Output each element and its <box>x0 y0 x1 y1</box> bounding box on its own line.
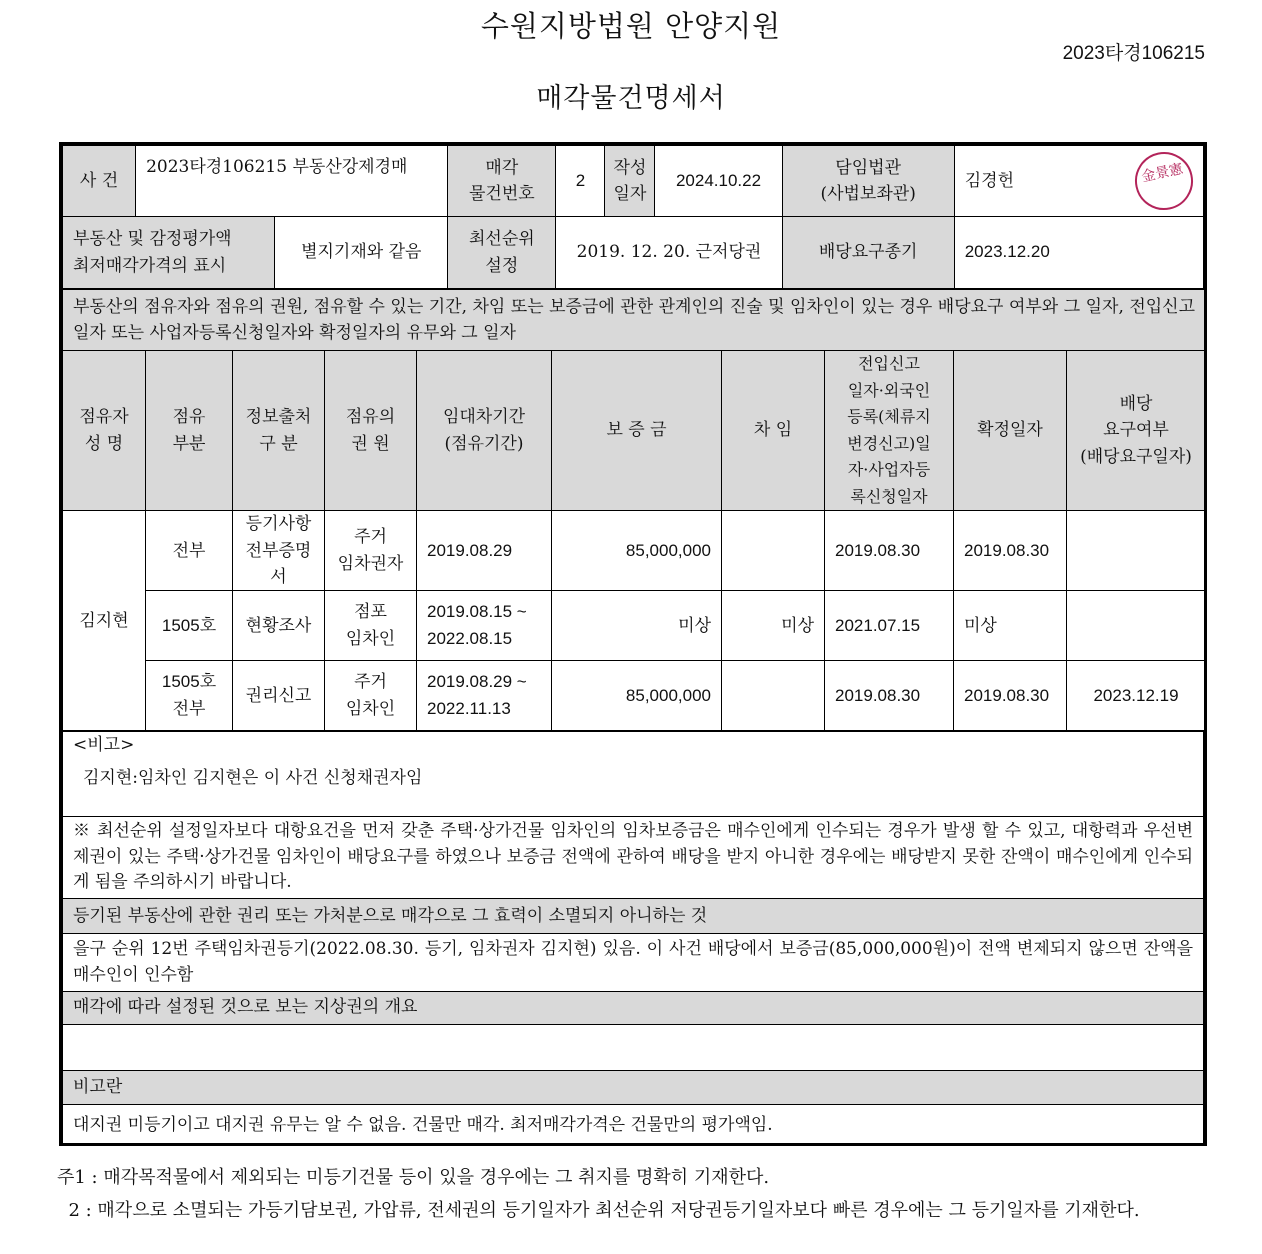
item-number-label <box>448 146 556 217</box>
table-row <box>63 591 1206 661</box>
header-line: 전입신고 <box>858 354 920 373</box>
rights-section-text: 을구 순위 12번 주택임차권등기(2022.08.30. 등기, 임차권자 김지현) 있음. 이 사건 배당에서 보증금(85,000,000원)이 전액 변제되지 않으면 잔액을 매수인이 인수함 <box>63 933 1204 991</box>
row-period <box>417 591 552 661</box>
row-fixed-date: 2019.08.30 <box>954 661 1067 731</box>
superficies-section-title: 매각에 따라 설정된 것으로 보는 지상권의 개요 <box>63 991 1204 1024</box>
item-number-label-line: 매각 <box>485 157 519 178</box>
cell-line: 1505호 <box>161 672 217 692</box>
priority-label-line: 설정 <box>485 255 519 276</box>
cell-line: 권리신고 <box>245 685 312 706</box>
row-dividend <box>1067 511 1206 591</box>
cell-line: 점포 <box>354 602 387 623</box>
occupancy-description: 부동산의 점유자와 점유의 권원, 점유할 수 있는 기간, 차임 또는 보증금에 관한 관계인의 진술 및 임차인이 있는 경우 배당요구 여부와 그 일자, 전입신고일자 또는 사업자등록신청일자와 확정일자의 유무와 그 일자 <box>63 290 1206 351</box>
official-seal-icon: 金景憲 <box>1130 147 1199 216</box>
header-line: 정보출처 <box>245 407 312 428</box>
priority-value: 2019. 12. 20. 근저당권 <box>556 217 782 289</box>
row-movein: 2019.08.30 <box>825 661 954 731</box>
row-rent: 미상 <box>722 591 825 661</box>
priority-label-line: 최선순위 <box>469 229 535 250</box>
row-fixed-date: 2019.08.30 <box>954 511 1067 591</box>
header-deposit: 보 증 금 <box>552 351 722 511</box>
deadline-label: 배당요구종기 <box>782 217 954 289</box>
cell-line: 2022.08.15 <box>427 628 513 648</box>
header-line: 부분 <box>172 433 206 454</box>
occupant-name: 김지현 <box>63 511 146 731</box>
header-line: 권 원 <box>351 433 390 454</box>
date-label <box>605 146 655 217</box>
row-part <box>146 661 233 731</box>
header-dividend <box>1067 351 1206 511</box>
note-section-title: 비고란 <box>63 1070 1204 1104</box>
header-right <box>325 351 417 511</box>
header-line: 배당 <box>1119 394 1153 415</box>
cell-line: 전부증명 <box>245 540 312 561</box>
remarks-cell <box>63 732 1204 817</box>
header-line: 성 명 <box>84 433 124 454</box>
remarks-table <box>62 731 1204 1146</box>
header-line: 점유자 <box>79 407 129 428</box>
header-fixed-date: 확정일자 <box>954 351 1067 511</box>
document-title: 매각물건명세서 <box>536 83 726 114</box>
row-fixed-date: 미상 <box>954 591 1067 661</box>
row-part <box>146 511 233 591</box>
header-movein <box>825 351 954 511</box>
judge-label <box>782 146 954 217</box>
written-date: 2024.10.22 <box>655 146 782 217</box>
table-row <box>63 661 1206 731</box>
cell-line: 전부 <box>172 698 206 718</box>
header-period <box>417 351 552 511</box>
property-label-line: 최저매각가격의 표시 <box>73 255 227 276</box>
header-line: 변경신고)일 <box>847 433 931 453</box>
cell-line: 현황조사 <box>245 615 312 636</box>
header-line: 등록(체류지 <box>847 407 931 427</box>
row-movein: 2021.07.15 <box>825 591 954 661</box>
header-line: 임대차기간 <box>442 407 526 428</box>
header-line: 록신청일자 <box>850 486 928 506</box>
header-line: (점유기간) <box>444 433 524 454</box>
row-rent <box>722 511 825 591</box>
row-dividend: 2023.12.19 <box>1067 661 1206 731</box>
row-right <box>325 661 417 731</box>
row-source <box>233 661 325 731</box>
footnote-1: 주1 : 매각목적물에서 제외되는 미등기건물 등이 있을 경우에는 그 취지를 명확히 기재한다. <box>57 1167 770 1188</box>
rights-section-title: 등기된 부동산에 관한 권리 또는 가처분으로 매각으로 그 효력이 소멸되지 아니하는 것 <box>63 898 1204 933</box>
header-part <box>146 351 233 511</box>
date-label-line: 일자 <box>613 184 647 204</box>
header-line: 구 분 <box>259 433 298 454</box>
superficies-section-text <box>63 1024 1204 1070</box>
row-source <box>233 591 325 661</box>
row-right <box>325 591 417 661</box>
footnote-2: 2 : 매각으로 소멸되는 가등기담보권, 가압류, 전세권의 등기일자가 최선순위 저당권등기일자보다 빠른 경우에는 그 등기일자를 기재한다. <box>57 1200 1140 1221</box>
header-line: 요구여부 <box>1103 420 1169 441</box>
item-number: 2 <box>556 146 605 217</box>
remarks-title: <비고> <box>73 735 135 756</box>
header-line: 점유 <box>172 407 206 428</box>
case-label: 사 건 <box>63 146 136 217</box>
row-deposit: 85,000,000 <box>552 661 722 731</box>
cell-line: 전부 <box>172 540 206 561</box>
notice-text: ※ 최선순위 설정일자보다 대항요건을 먼저 갖춘 주택·상가건물 임차인의 임차보증금은 매수인에게 인수되는 경우가 발생 할 수 있고, 대항력과 우선변제권이 있는 주택·상가건물 임차인이 배당요구를 하였으나 보증금 전액에 관하여 배당을 받지 아니한 경우에는 배당받지 못한 잔액이 매수인에게 인수되게 됨을 주의하시기 바랍니다. <box>63 817 1204 899</box>
header-line: 점유의 <box>345 407 396 428</box>
cell-line: 2019.08.29 <box>427 540 513 560</box>
row-source <box>233 511 325 591</box>
cell-line: 2019.08.15 ~ <box>427 602 527 622</box>
cell-line: 임차권자 <box>337 553 404 574</box>
row-rent <box>722 661 825 731</box>
header-line: 자·사업자등 <box>847 460 931 480</box>
date-label-line: 작성 <box>613 157 647 178</box>
property-label-line: 부동산 및 감정평가액 <box>73 229 232 250</box>
specification-table <box>59 142 1207 1146</box>
cell-line: 임차인 <box>345 698 396 719</box>
row-movein: 2019.08.30 <box>825 511 954 591</box>
remarks-text: 김지현:임차인 김지현은 이 사건 신청채권자임 <box>83 767 423 788</box>
judge-cell <box>954 146 1203 217</box>
deadline-value: 2023.12.20 <box>954 217 1203 289</box>
item-number-label-line: 물건번호 <box>469 184 535 204</box>
cell-line: 주거 <box>354 672 387 693</box>
cell-line: 2022.11.13 <box>427 698 511 718</box>
table-row <box>63 511 1206 591</box>
judge-label-line: 담임법관 <box>835 157 901 178</box>
header-line: 일자·외국인 <box>847 380 931 400</box>
row-deposit: 85,000,000 <box>552 511 722 591</box>
case-value: 2023타경106215 부동산강제경매 <box>136 146 448 217</box>
header-line: (배당요구일자) <box>1080 446 1192 467</box>
property-label <box>63 217 275 289</box>
cell-line: 1505호 <box>161 615 217 635</box>
cell-line: 임차인 <box>345 628 396 649</box>
cell-line: 등기사항 <box>245 514 312 535</box>
row-period <box>417 511 552 591</box>
header-source <box>233 351 325 511</box>
header-rent: 차 임 <box>722 351 825 511</box>
row-dividend <box>1067 591 1206 661</box>
summary-table <box>62 145 1204 289</box>
row-period <box>417 661 552 731</box>
row-deposit: 미상 <box>552 591 722 661</box>
occupancy-table <box>62 289 1206 731</box>
header-occupant <box>63 351 146 511</box>
row-right <box>325 511 417 591</box>
judge-label-line: (사법보좌관) <box>820 184 916 204</box>
cell-line: 주거 <box>354 527 387 548</box>
case-number: 2023타경106215 <box>1062 43 1205 64</box>
row-part <box>146 591 233 661</box>
judge-name: 김경헌 <box>964 170 1014 191</box>
priority-label <box>448 217 556 289</box>
note-section-text: 대지권 미등기이고 대지권 유무는 알 수 없음. 건물만 매각. 최저매각가격은 건물만의 평가액임. <box>63 1104 1204 1146</box>
court-name: 수원지방법원 안양지원 <box>480 9 782 43</box>
cell-line: 2019.08.29 ~ <box>427 672 527 692</box>
cell-line: 서 <box>270 566 287 587</box>
property-value: 별지기재와 같음 <box>275 217 448 289</box>
